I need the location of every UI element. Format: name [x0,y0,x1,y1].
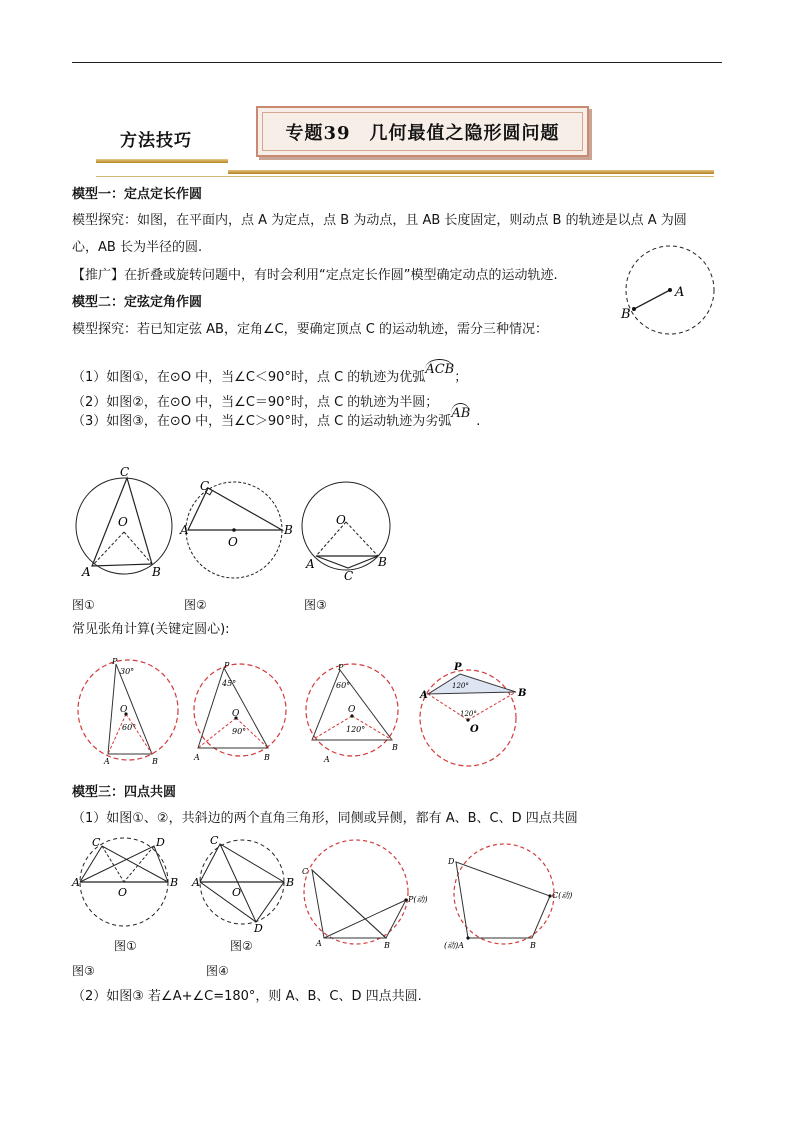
fig3-label-o: O [336,513,346,527]
model2-case3 [72,406,481,431]
label-a-60: A [324,755,330,764]
cyclic2-o: O [232,886,242,899]
fig1-label-c: C [120,465,130,479]
label-p-120: P [454,662,462,673]
label-a-45: A [194,753,200,762]
c-angle-90: 90° [232,727,247,736]
figure-cyclic-1 [72,834,182,934]
cyclic2-a: A [192,876,200,889]
model2-heading: 模型二：定弦定角作圆 [72,295,203,310]
label-a: A [675,285,685,300]
r2-30 [126,714,152,754]
label-o-45: O [232,709,240,719]
gold-divider-thin [96,176,714,177]
figure-cyclic-3 [300,840,428,952]
figure-1 [72,466,182,582]
model2-explore: 模型探究：若已知定弦 AB，定角∠C，要确定顶点 C 的运动轨迹，需分三种情况： [72,322,549,337]
fig3-radius-b [346,522,378,556]
cyclic1-od [124,846,154,882]
common-angles-label: 常见张角计算(关键定圆心): [72,622,230,637]
label-b-120: B [518,688,527,699]
fig3-label-b: B [378,555,387,569]
r1-45 [198,718,236,748]
fig2-label-c: C [200,479,210,493]
figure-3 [300,476,396,584]
case1-end: ； [454,370,468,385]
arc-acb-label: ACB [425,359,454,379]
fig2-label-b: B [284,523,293,537]
cyclic4-d: D [448,857,455,866]
cyclic4-circle [454,844,554,944]
fig-caption-2: 图② [184,598,207,612]
model1-explore-line1: 模型探究：如图，在平面内，点 A 为定点，点 B 为动点，且 AB 长度固定，则动点 B 的轨迹是以点 A 为圆 [72,213,687,228]
cyclic1-acb [80,846,168,882]
page-title: 专题39 几何最值之隐形圆问题 [262,112,583,151]
model1-explore-line2: 心，AB 长为半径的圆. [72,240,203,255]
top-rule [72,62,722,63]
cyclic3-c: C [302,867,309,876]
cyclic3-p: P(动) [408,895,428,904]
case3-end: . [476,414,481,429]
fig3-label-a: A [306,557,315,571]
cyclic1-o: O [118,886,128,899]
label-a-30: A [104,757,110,766]
cyclic2-cd [220,844,256,922]
cyclic4-b: B [530,941,536,950]
label-p-60: P [338,663,344,672]
c-angle-60: 60° [122,723,137,732]
cyclic4-c: C(动) [552,891,573,900]
model2-case2: （2）如图②，在⊙O 中，当∠C＝90°时，点 C 的轨迹为半圆； [72,395,439,410]
c-angle-120: 120° [346,725,366,734]
model1-heading: 模型一：定点定长作圆 [72,187,203,202]
label-b-60: B [392,743,398,752]
p-angle-60: 60° [336,681,351,690]
label-o-120: O [470,724,479,735]
label-p-45: P [224,661,230,670]
fig2-label-o: O [228,535,238,549]
fig1-label-o: O [118,515,128,529]
angle-figure-30 [76,656,182,766]
figure-cyclic-4 [440,842,573,952]
arc-ab [451,406,470,421]
cyclic1-adb [80,846,168,882]
cyclic1-a: A [72,876,80,889]
label-b: B [621,307,631,322]
cyclic3-cb [312,870,386,938]
p-angle-45: 45° [222,679,237,688]
fig2-center [232,528,236,532]
cyclic1-b: B [170,876,179,889]
center-120 [466,718,469,721]
fig-caption-cyclic-1: 图① [114,939,137,953]
title-box [256,106,589,157]
model3-heading: 模型三：四点共圆 [72,785,177,800]
p-angle-30: 30° [120,667,135,676]
triangle-120 [428,674,516,694]
label-a-120: A [420,690,428,701]
fig1-label-a: A [82,565,91,579]
case1-text: （1）如图①，在⊙O 中，当∠C＜90°时，点 C 的轨迹为优弧 [72,370,426,385]
fig-caption-cyclic-3: 图③ [72,964,95,978]
label-b-30: B [152,757,158,766]
cyclic1-d: D [156,836,165,849]
angle-figure-60 [306,660,402,764]
segment-ab [634,290,670,309]
cyclic2-acb [200,844,284,882]
cyclic1-c: C [92,836,101,849]
cyclic1-oc [102,846,124,882]
angle-figure-120 [420,660,532,772]
cyclic3-b: B [384,941,390,950]
model3-case2: （2）如图③ 若∠A+∠C=180°，则 A、B、C、D 四点共圆. [72,989,422,1004]
model1-figure [620,240,720,340]
fig-caption-1: 图① [72,598,95,612]
arc-acb [425,362,454,377]
label-b-45: B [264,753,270,762]
fig1-radius-a [92,532,124,566]
label-o-30: O [120,705,128,715]
fig-caption-cyclic-4: 图④ [206,964,229,978]
method-underline [96,159,228,163]
fig3-label-c: C [344,569,354,583]
gold-divider [228,170,714,174]
method-label: 方法技巧 [120,131,192,151]
model2-case1 [72,362,468,387]
cyclic2-adb [200,882,284,922]
fig-caption-3: 图③ [304,598,327,612]
model1-extension: 【推广】在折叠或旋转问题中，有时会利用“定点定长作圆”模型确定动点的运动轨迹. [72,268,558,283]
fig3-triangle [316,556,378,568]
triangle-30 [108,664,152,754]
cyclic4-a-point [466,936,469,939]
cyclic3-a: A [316,939,322,948]
cyclic2-b: B [286,876,295,889]
cyclic2-c: C [210,834,219,847]
fig2-label-a: A [180,523,189,537]
c-angle-120b: 120° [460,710,477,718]
point-a [668,288,672,292]
case3-text: （3）如图③，在⊙O 中，当∠C＞90°时，点 C 的运动轨迹为劣弧 [72,414,452,429]
point-b [632,307,636,311]
cyclic4-quad [456,862,550,938]
cyclic2-d: D [254,922,263,935]
label-o-60: O [348,705,356,715]
fig-caption-cyclic-2: 图② [230,939,253,953]
arc-ab-label: AB [451,403,470,423]
angle-figure-45 [194,660,290,764]
model3-case1: （1）如图①、②，共斜边的两个直角三角形，同侧或异侧，都有 A、B、C、D 四点共圆 [72,811,578,826]
figure-cyclic-2 [192,834,296,935]
label-p-30: P [112,657,118,666]
p-angle-120: 120° [452,682,469,690]
fig3-radius-a [316,522,346,556]
fig1-label-b: B [152,565,161,579]
figure-2 [180,474,298,584]
cyclic3-circle [304,840,408,944]
circle-45 [194,664,286,756]
cyclic4-a: (动)A [444,941,465,950]
